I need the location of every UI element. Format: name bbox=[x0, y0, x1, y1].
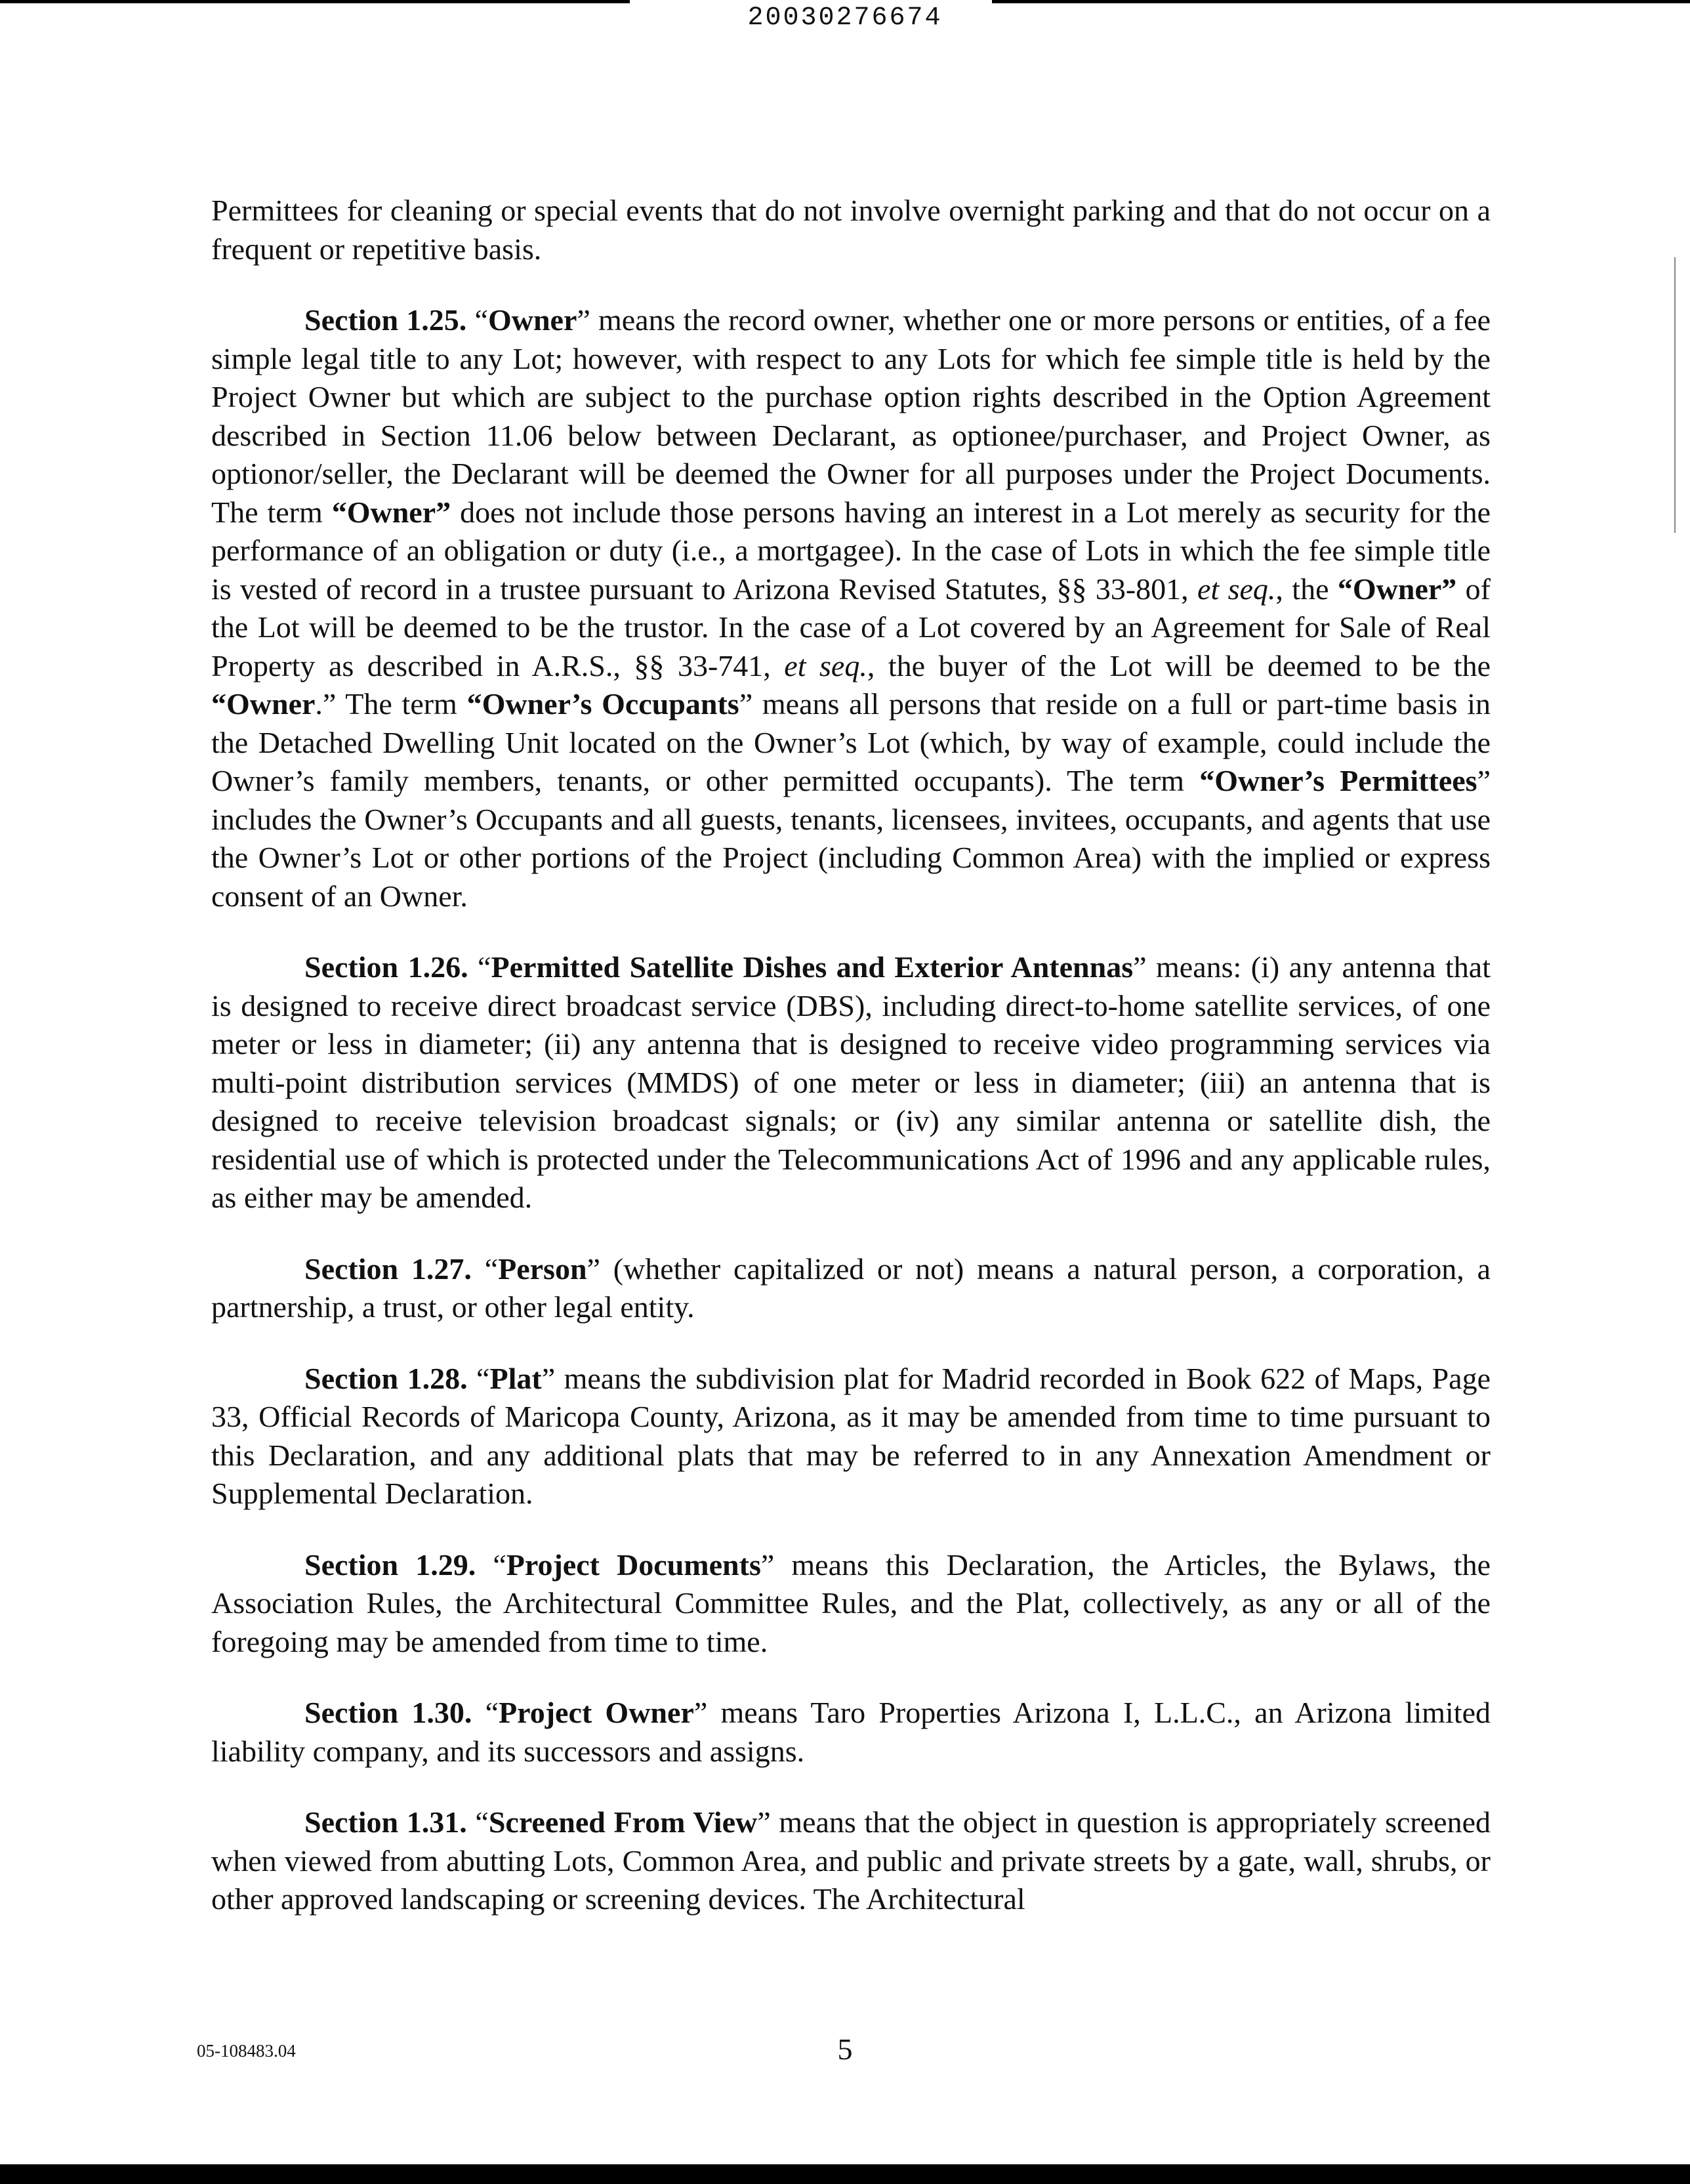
section-paragraph bbox=[211, 1360, 1491, 1513]
defined-term: “Owner’s Occupants bbox=[466, 687, 739, 721]
text-run: of the Lot will be deemed to be the trustor. In the case of a Lot covered by an Agreement for Sale of Real Property as described in A.R.S., §§ 33-741, bbox=[211, 572, 1491, 682]
defined-term: “Owner bbox=[211, 687, 316, 721]
text-run: , the bbox=[1275, 572, 1338, 606]
defined-term: Project Documents bbox=[506, 1547, 761, 1582]
text-run: “ bbox=[472, 1696, 499, 1729]
document-code: 05-108483.04 bbox=[197, 2041, 296, 2061]
defined-term: Permitted Satellite Dishes and Exterior Antennas bbox=[491, 950, 1134, 984]
text-run: ” means: (i) any antenna that is designed to receive direct broadcast service (DBS), including direct-to-home satellite services, of one meter or less in diameter; (ii) any antenna that is designed to receive video programming services via multi-point distribution services (MMDS) of one meter or less in diameter; (iii) an antenna that is designed to receive television broadcast signals; or (iv) any similar antenna or satellite dish, the residential use of which is protected under the Telecommunications Act of 1996 and any applicable rules, as either may be amended. bbox=[211, 950, 1491, 1214]
text-run: .” The term bbox=[315, 687, 467, 721]
italic-text: et seq. bbox=[784, 648, 867, 682]
defined-term: “Owner” bbox=[1337, 572, 1457, 606]
section-paragraph bbox=[211, 301, 1491, 915]
bottom-scan-band bbox=[0, 2164, 1690, 2184]
text-run: ” means the subdivision plat for Madrid recorded in Book 622 of Maps, Page 33, Official Records of Maricopa County, Arizona, as it may be amended from time to time pursuant to this Declaration, and any additional plats that may be referred to in any Annexation Amendment or Supplemental Declaration. bbox=[211, 1361, 1491, 1510]
scan-edge-mark bbox=[1674, 257, 1676, 533]
section-paragraph bbox=[211, 948, 1491, 1217]
section-paragraph bbox=[211, 1250, 1491, 1327]
text-run: ” includes the Owner’s Occupants and all guests, tenants, licensees, invitees, occupants, and agents that use the Owner’s Lot or other portions of the Project (including Common Area) with the implied or express consent of an Owner. bbox=[211, 764, 1491, 913]
section-heading: Section 1.26. bbox=[304, 950, 468, 984]
text-run: ” means all persons that reside on a full or part-time basis in the Detached Dwelling Unit located on the Owner’s Lot (which, by way of example, could include the Owner’s family members, tenants, or other permitted occupants). The term bbox=[211, 687, 1491, 797]
text-run: ” means that the object in question is appropriately screened when viewed from abutting Lots, Common Area, and public and private streets by a gate, wall, shrubs, or other approved landscaping or screening devices. The Architectural bbox=[211, 1805, 1491, 1916]
text-run: does not include those persons having an interest in a Lot merely as security for the performance of an obligation or duty (i.e., a mortgagee). In the case of Lots in which the fee simple title is vested of record in a trustee pursuant to Arizona Revised Statutes, §§ 33-801, bbox=[211, 495, 1491, 606]
text-run: , the buyer of the Lot will be deemed to be the bbox=[867, 648, 1491, 682]
text-run: “ bbox=[466, 1805, 489, 1839]
section-heading: Section 1.29. bbox=[304, 1547, 476, 1582]
text-run: “ bbox=[476, 1547, 506, 1582]
defined-term: Project Owner bbox=[499, 1696, 694, 1729]
section-paragraph bbox=[211, 1803, 1491, 1919]
text-run: “ bbox=[471, 1251, 499, 1286]
section-heading: Section 1.30. bbox=[304, 1696, 472, 1729]
text-run: “ bbox=[467, 1361, 490, 1395]
text-run: ” means this Declaration, the Articles, the Bylaws, the Association Rules, the Architectural Committee Rules, and the Plat, collectively, as any or all of the foregoing may be amended from time to time. bbox=[211, 1547, 1491, 1658]
section-heading: Section 1.28. bbox=[304, 1361, 468, 1395]
defined-term: Owner bbox=[487, 303, 577, 337]
section-heading: Section 1.27. bbox=[304, 1251, 472, 1286]
defined-term: “Owner’s Permittees bbox=[1199, 764, 1477, 797]
defined-term: “Owner” bbox=[331, 495, 451, 529]
section-paragraph bbox=[211, 1546, 1491, 1662]
defined-term: Plat bbox=[489, 1361, 542, 1395]
text-run: ” means Taro Properties Arizona I, L.L.C., an Arizona limited liability company, and its successors and assigns. bbox=[211, 1696, 1491, 1768]
text-run: “ bbox=[466, 303, 488, 337]
continuation-paragraph bbox=[211, 192, 1491, 268]
document-body bbox=[211, 192, 1491, 1952]
recording-number: 20030276674 bbox=[747, 3, 943, 33]
text-run: Permittees for cleaning or special events that do not involve overnight parking and that do not occur on a frequent or repetitive basis. bbox=[211, 194, 1491, 266]
text-run: “ bbox=[468, 950, 491, 984]
section-paragraph bbox=[211, 1694, 1491, 1771]
italic-text: et seq. bbox=[1197, 572, 1276, 606]
defined-term: Person bbox=[498, 1251, 587, 1286]
text-run: ” (whether capitalized or not) means a natural person, a corporation, a partnership, a trust, or other legal entity. bbox=[211, 1251, 1491, 1324]
section-heading: Section 1.25. bbox=[304, 303, 467, 337]
text-run: ” means the record owner, whether one or more persons or entities, of a fee simple legal title to any Lot; however, with respect to any Lots for which fee simple title is held by the Project Owner but which are subject to the purchase option rights described in the Option Agreement described in Section 11.06 below between Declarant, as optionee/purchaser, and Project Owner, as optionor/seller, the Declarant will be deemed the Owner for all purposes under the Project Documents. The term bbox=[211, 303, 1491, 529]
section-heading: Section 1.31. bbox=[304, 1805, 467, 1839]
defined-term: Screened From View bbox=[488, 1805, 758, 1839]
page-number: 5 bbox=[837, 2032, 853, 2066]
